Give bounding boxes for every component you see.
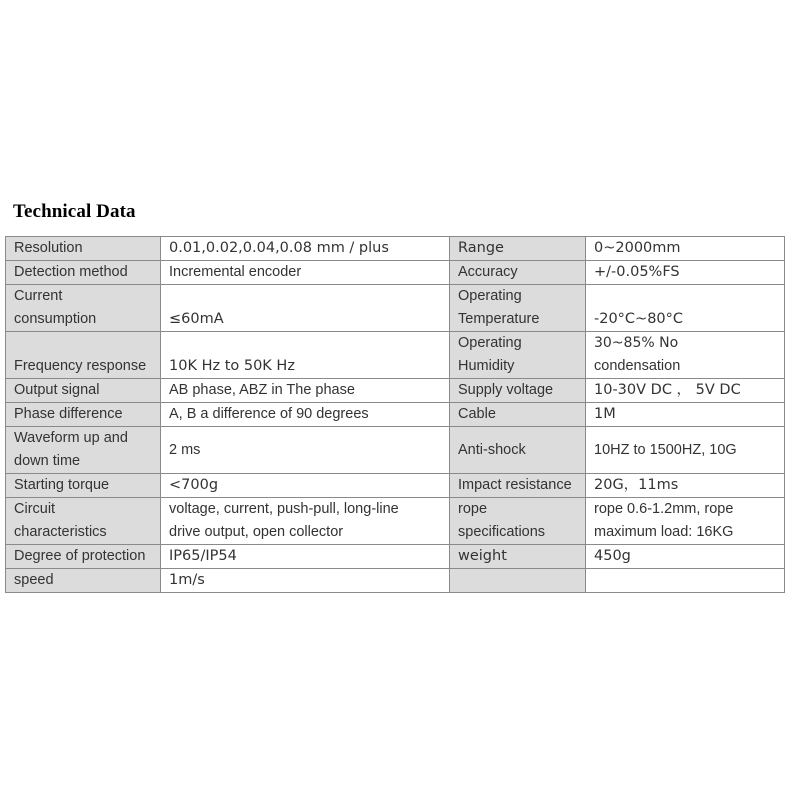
- spec-label: Anti-shock: [450, 427, 586, 474]
- spec-value: rope 0.6-1.2mm, rope maximum load: 16KG: [586, 498, 785, 545]
- spec-label: Supply voltage: [450, 379, 586, 403]
- spec-label: weight: [450, 545, 586, 569]
- spec-label: Detection method: [6, 261, 161, 285]
- spec-value: 10K Hz to 50K Hz: [161, 332, 450, 379]
- spec-value: 0.01,0.02,0.04,0.08 mm / plus: [161, 237, 450, 261]
- spec-label: Degree of protection: [6, 545, 161, 569]
- spec-value: 450g: [586, 545, 785, 569]
- spec-label: Resolution: [6, 237, 161, 261]
- spec-label: Starting torque: [6, 474, 161, 498]
- spec-label: rope specifications: [450, 498, 586, 545]
- spec-label: Current consumption: [6, 285, 161, 332]
- spec-value: 1M: [586, 403, 785, 427]
- table-row: [6, 332, 785, 379]
- spec-value: 10-30V DC ， 5V DC: [586, 379, 785, 403]
- spec-value: 2 ms: [161, 427, 450, 474]
- spec-label: Impact resistance: [450, 474, 586, 498]
- table-row: [6, 545, 785, 569]
- spec-value: voltage, current, push-pull, long-line drive output, open collector: [161, 498, 450, 545]
- table-row: [6, 237, 785, 261]
- spec-label: Phase difference: [6, 403, 161, 427]
- spec-label: Cable: [450, 403, 586, 427]
- spec-label: Frequency response: [6, 332, 161, 379]
- spec-label: Range: [450, 237, 586, 261]
- table-row: [6, 569, 785, 593]
- table-row: [6, 261, 785, 285]
- spec-label: Output signal: [6, 379, 161, 403]
- table-row: [6, 379, 785, 403]
- spec-value-empty: [586, 569, 785, 593]
- spec-value: <700g: [161, 474, 450, 498]
- table-row: [6, 285, 785, 332]
- page-title: Technical Data: [13, 201, 136, 222]
- spec-label: Circuit characteristics: [6, 498, 161, 545]
- spec-value: 1m/s: [161, 569, 450, 593]
- spec-value: -20°C~80°C: [586, 285, 785, 332]
- spec-value: A, B a difference of 90 degrees: [161, 403, 450, 427]
- spec-value: 20G，11ms: [586, 474, 785, 498]
- spec-value: IP65/IP54: [161, 545, 450, 569]
- spec-value: +/-0.05%FS: [586, 261, 785, 285]
- spec-label: Operating Humidity: [450, 332, 586, 379]
- spec-label: Operating Temperature: [450, 285, 586, 332]
- spec-label: Accuracy: [450, 261, 586, 285]
- table-row: [6, 498, 785, 545]
- spec-value: 0~2000mm: [586, 237, 785, 261]
- spec-value: AB phase, ABZ in The phase: [161, 379, 450, 403]
- spec-value: Incremental encoder: [161, 261, 450, 285]
- spec-label: Waveform up and down time: [6, 427, 161, 474]
- technical-data-table: [5, 236, 785, 593]
- spec-label-empty: [450, 569, 586, 593]
- table-row: [6, 427, 785, 474]
- table-row: [6, 474, 785, 498]
- spec-value: 10HZ to 1500HZ, 10G: [586, 427, 785, 474]
- table-row: [6, 403, 785, 427]
- spec-value: ≤60mA: [161, 285, 450, 332]
- spec-label: speed: [6, 569, 161, 593]
- spec-value: 30~85% No condensation: [586, 332, 785, 379]
